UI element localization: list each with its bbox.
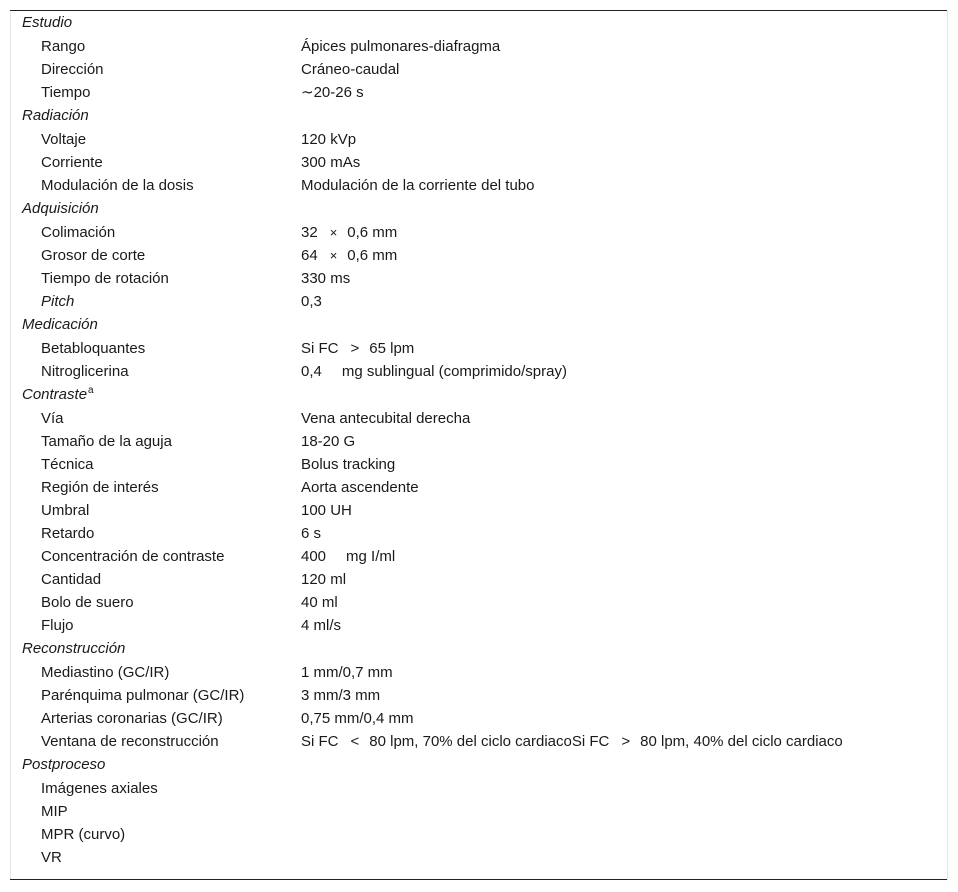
param-value: Ápices pulmonares-diafragma: [301, 38, 501, 55]
table-bottom-rule: [10, 879, 947, 880]
param-value: 1 mm/0,7 mm: [301, 664, 393, 681]
param-label: Parénquima pulmonar (GC/IR): [41, 687, 245, 704]
param-value: 18-20 G: [301, 433, 356, 450]
table-row: [10, 568, 946, 591]
table-row: [10, 430, 946, 453]
param-label: Retardo: [41, 525, 95, 542]
section-title: Estudio: [22, 14, 73, 31]
section-title: Medicación: [22, 316, 98, 333]
table-row: [10, 267, 946, 290]
param-label: Dirección: [41, 61, 104, 78]
table-row: [10, 453, 946, 476]
param-value: 120 kVp: [301, 131, 357, 148]
table-row: [10, 707, 946, 730]
param-value: 400 mg I/ml: [301, 548, 396, 565]
table-row: [10, 35, 946, 58]
table-row: [10, 290, 946, 313]
param-label: Cantidad: [41, 571, 102, 588]
table-row: [10, 777, 946, 800]
table-row: [10, 661, 946, 684]
table-row: [10, 545, 946, 568]
table-row: [10, 244, 946, 267]
param-label: Tiempo de rotación: [41, 270, 169, 287]
param-label: Betabloquantes: [41, 340, 146, 357]
param-label: MPR (curvo): [41, 826, 126, 843]
param-label: Arterias coronarias (GC/IR): [41, 710, 223, 727]
table-row: [10, 81, 946, 104]
section-contraste: [10, 383, 946, 407]
section-title: Contraste: [22, 386, 88, 403]
param-label: Concentración de contraste: [41, 548, 225, 565]
table-row: [10, 58, 946, 81]
param-label: Tamaño de la aguja: [41, 433, 172, 450]
param-value: 0,75 mm/0,4 mm: [301, 710, 414, 727]
param-label: Nitroglicerina: [41, 363, 129, 380]
protocol-table: [10, 11, 946, 869]
section-radiacion: [10, 104, 946, 128]
section-reconstruccion: [10, 637, 946, 661]
param-value: 330 ms: [301, 270, 351, 287]
param-value: Bolus tracking: [301, 456, 396, 473]
param-label: Pitch: [41, 293, 75, 310]
section-adquisicion: [10, 197, 946, 221]
param-label: Vía: [41, 410, 64, 427]
param-label: Umbral: [41, 502, 90, 519]
param-value: 100 UH: [301, 502, 352, 519]
param-label: Flujo: [41, 617, 74, 634]
table-row: [10, 221, 946, 244]
section-medicacion: [10, 313, 946, 337]
section-title: Reconstrucción: [22, 640, 126, 657]
table-row: [10, 128, 946, 151]
param-label: Corriente: [41, 154, 103, 171]
table-row: [10, 684, 946, 707]
table-row: [10, 730, 946, 753]
param-value: ∼20-26 s: [301, 84, 364, 101]
param-label: VR: [41, 849, 62, 866]
param-label: Tiempo: [41, 84, 91, 101]
table-row: [10, 800, 946, 823]
param-value: 6 s: [301, 525, 322, 542]
param-label: Bolo de suero: [41, 594, 134, 611]
table-row: [10, 337, 946, 360]
table-row: [10, 151, 946, 174]
param-value: Cráneo-caudal: [301, 61, 400, 78]
param-label: Voltaje: [41, 131, 87, 148]
param-value: Vena antecubital derecha: [301, 410, 471, 427]
param-value: Si FC < 80 lpm, 70% del ciclo cardiacoSi FC > 80 lpm, 40% del ciclo cardiaco: [301, 733, 843, 750]
table-row: [10, 591, 946, 614]
param-value: 120 ml: [301, 571, 347, 588]
param-value: 3 mm/3 mm: [301, 687, 381, 704]
table-row: [10, 476, 946, 499]
table-row: [10, 823, 946, 846]
section-title: Postproceso: [22, 756, 106, 773]
param-label: Colimación: [41, 224, 116, 241]
table-row: [10, 522, 946, 545]
section-title: Adquisición: [22, 200, 99, 217]
table-row: [10, 360, 946, 383]
param-label: Ventana de reconstrucción: [41, 733, 219, 750]
param-label: Imágenes axiales: [41, 780, 158, 797]
param-label: Mediastino (GC/IR): [41, 664, 170, 681]
section-title: Radiación: [22, 107, 89, 124]
param-value: 0,3: [301, 293, 322, 310]
param-label: Rango: [41, 38, 86, 55]
table-row: [10, 174, 946, 197]
param-value: Aorta ascendente: [301, 479, 419, 496]
param-value: 32 × 0,6 mm: [301, 224, 398, 241]
section-estudio: [10, 11, 946, 35]
param-value: 64 × 0,6 mm: [301, 247, 398, 264]
table-row: [10, 614, 946, 637]
table-row: [10, 846, 946, 869]
param-value: Modulación de la corriente del tubo: [301, 177, 535, 194]
param-label: MIP: [41, 803, 68, 820]
table-row: [10, 499, 946, 522]
param-label: Técnica: [41, 456, 94, 473]
param-label: Región de interés: [41, 479, 159, 496]
param-value: 40 ml: [301, 594, 338, 611]
param-value: Si FC > 65 lpm: [301, 340, 415, 357]
param-label: Modulación de la dosis: [41, 177, 194, 194]
section-postproceso: [10, 753, 946, 777]
table-row: [10, 407, 946, 430]
footnote-marker: a: [88, 385, 94, 396]
param-label: Grosor de corte: [41, 247, 146, 264]
param-value: 0,4 mg sublingual (comprimido/spray): [301, 363, 567, 380]
param-value: 300 mAs: [301, 154, 361, 171]
param-value: 4 ml/s: [301, 617, 342, 634]
